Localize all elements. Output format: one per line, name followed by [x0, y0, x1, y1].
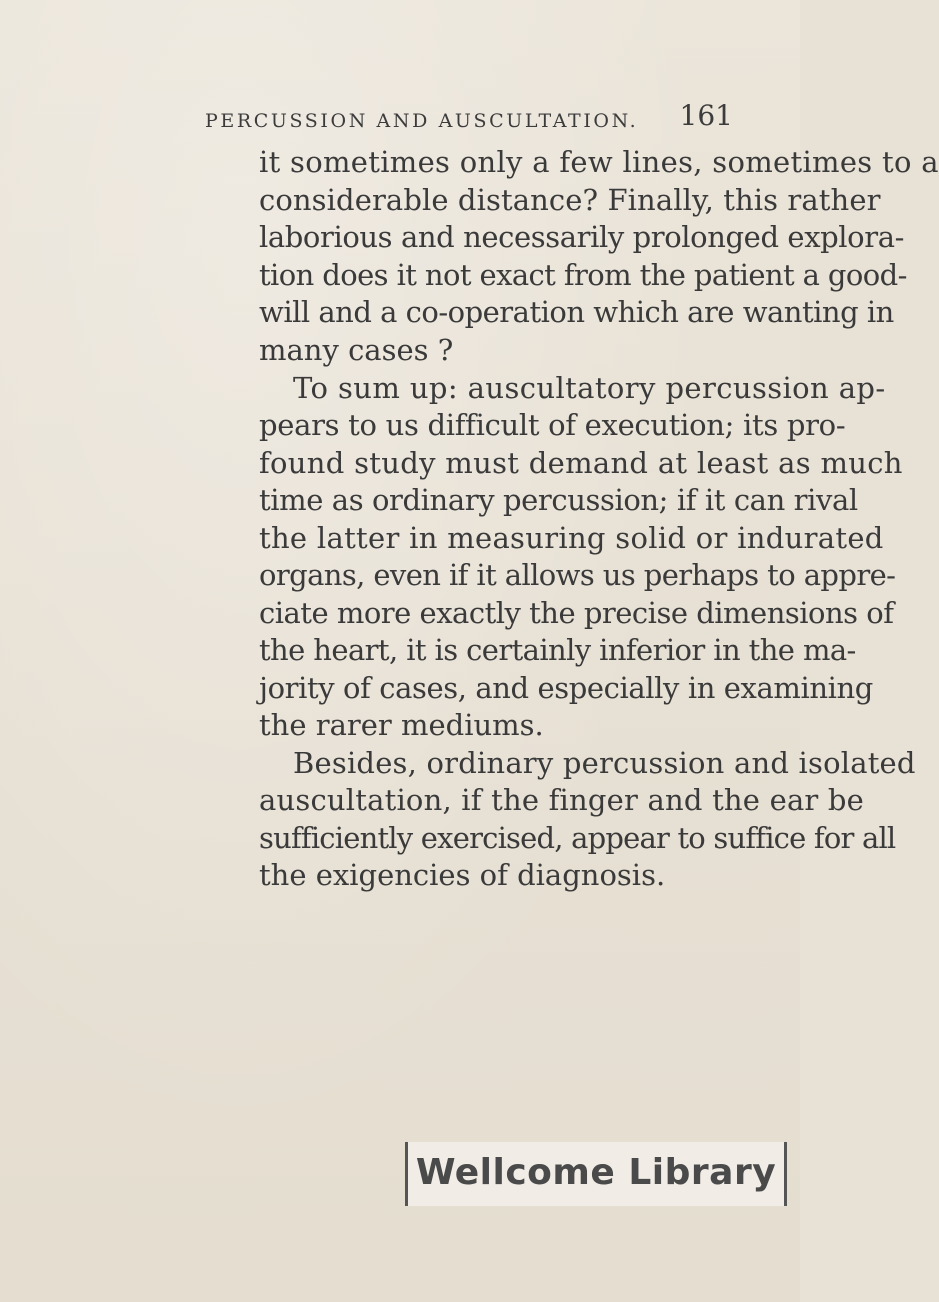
- text-line: Besides, ordinary percussion and isolated: [293, 746, 916, 780]
- running-head: PERCUSSION AND AUSCULTATION.: [205, 110, 639, 132]
- text-line: the exigencies of diagnosis.: [259, 858, 666, 892]
- library-stamp: [405, 1142, 787, 1206]
- text-line: found study must demand at least as much: [259, 446, 903, 480]
- text-line: organs, even if it allows us perhaps to appre-: [259, 558, 896, 592]
- text-line: time as ordinary percussion; if it can rival: [259, 483, 858, 517]
- text-line: ciate more exactly the precise dimensions of: [259, 596, 894, 630]
- text-line: sufficiently exercised, appear to suffice for all: [259, 821, 896, 855]
- text-line: jority of cases, and especially in examining: [259, 671, 873, 705]
- text-line: auscultation, if the finger and the ear be: [259, 783, 865, 817]
- library-stamp-text: Wellcome Library: [415, 1152, 777, 1193]
- text-line: the rarer mediums.: [259, 708, 544, 742]
- text-line: it sometimes only a few lines, sometimes to a: [259, 145, 939, 179]
- text-line: tion does it not exact from the patient a good-: [259, 258, 907, 292]
- text-line: the heart, it is certainly inferior in the ma-: [259, 633, 856, 667]
- page-number: 161: [679, 99, 733, 132]
- text-line: will and a co-operation which are wanting in: [259, 295, 894, 329]
- text-line: the latter in measuring solid or indurated: [259, 521, 884, 555]
- text-line: pears to us difficult of execution; its pro-: [259, 408, 846, 442]
- text-line: To sum up: auscultatory percussion ap-: [293, 371, 886, 405]
- text-line: considerable distance? Finally, this rather: [259, 183, 881, 217]
- page-header: [205, 99, 765, 138]
- text-line: laborious and necessarily prolonged explora-: [259, 220, 904, 254]
- text-line: many cases ?: [259, 333, 454, 367]
